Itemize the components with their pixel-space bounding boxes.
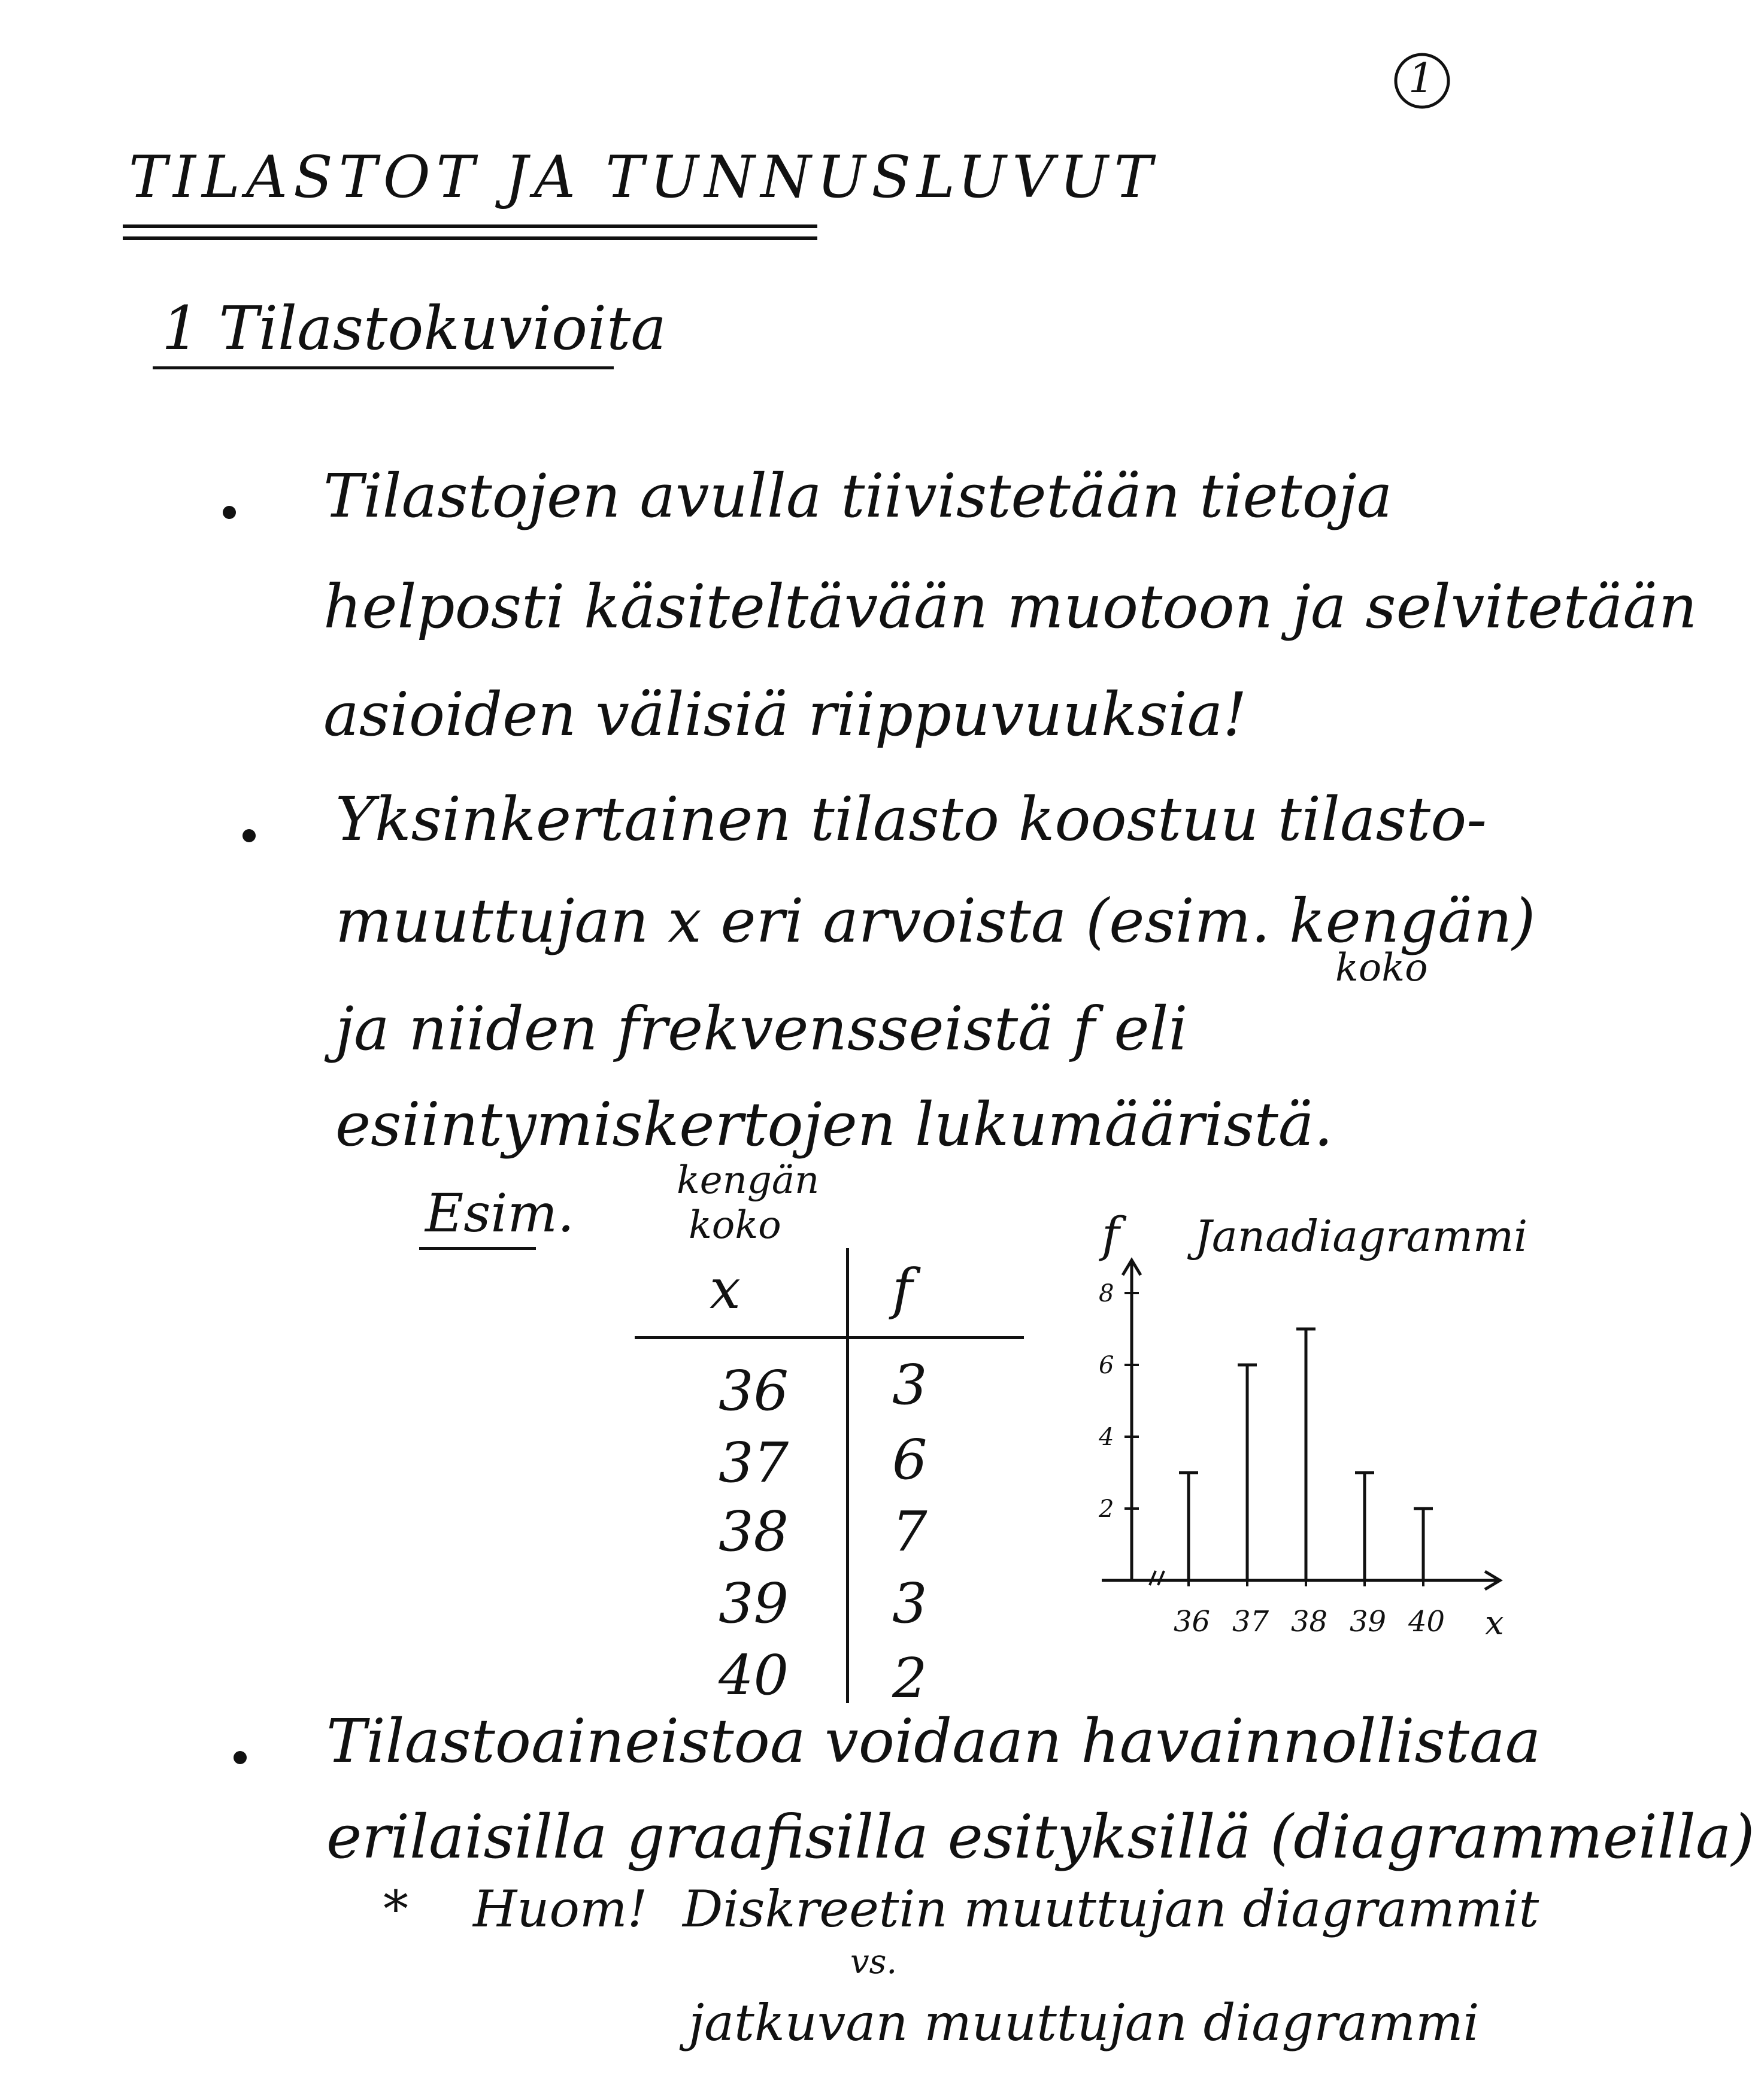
y-tick-label: 6: [1099, 1352, 1114, 1379]
y-axis-label: f: [1102, 1207, 1120, 1263]
x-tick-label: 36: [1174, 1605, 1211, 1638]
table-col-note-2: koko: [689, 1203, 781, 1248]
section-title: 1 Tilastokuvioita: [162, 293, 666, 363]
table-cell-x: 37: [719, 1431, 789, 1495]
table-header-x: x: [710, 1257, 741, 1321]
note-marker: *: [383, 1880, 408, 1938]
bullet3-line-1: Tilastoaineistoa voidaan havainnollistaa: [326, 1706, 1541, 1776]
axis-break-mark: [1158, 1571, 1164, 1585]
bullet1-line-2: helposti käsiteltävään muotoon ja selvitetään: [323, 572, 1698, 642]
table-cell-x: 40: [719, 1643, 789, 1707]
bullet1-line-3: asioiden välisiä riippuvuuksia!: [323, 679, 1247, 749]
table-cell-f: 2: [892, 1646, 927, 1710]
section-underline: [153, 366, 614, 369]
page-title: TILASTOT JA TUNNUSLUVUT: [129, 144, 1159, 211]
table-cell-x: 38: [719, 1500, 789, 1564]
line-diagram-chart: [1066, 1207, 1528, 1676]
x-tick-label: 39: [1350, 1605, 1387, 1638]
x-tick-label: 40: [1408, 1605, 1445, 1638]
axis-break-mark: [1150, 1571, 1156, 1585]
bullet2-line-4: esiintymiskertojen lukumääristä.: [335, 1090, 1333, 1160]
bullet2-line-3: ja niiden frekvensseistä f eli: [335, 994, 1188, 1064]
bullet2-line-2: muuttujan x eri arvoista (esim. kengän): [335, 886, 1536, 956]
table-header-f: f: [892, 1257, 913, 1321]
x-tick-label: 38: [1291, 1605, 1328, 1638]
bullet-2: [243, 829, 256, 842]
example-underline: [419, 1247, 536, 1250]
example-label: Esim.: [425, 1182, 574, 1244]
bullet-1: [223, 506, 236, 519]
table-header-rule: [635, 1336, 1024, 1339]
table-cell-f: 3: [892, 1353, 927, 1417]
note-vs: vs.: [850, 1943, 898, 1981]
note-huom: Huom!: [473, 1880, 648, 1938]
chart-title: Janadiagrammi: [1195, 1211, 1528, 1261]
table-column-rule: [846, 1248, 849, 1703]
table-cell-x: 36: [719, 1359, 789, 1423]
table-cell-f: 7: [892, 1500, 927, 1564]
table-cell-f: 3: [892, 1571, 927, 1635]
bullet3-line-2: erilaisilla graafisilla esityksillä (diagrammeilla): [326, 1802, 1755, 1872]
table-col-note-1: kengän: [677, 1158, 820, 1203]
note-line-1: Diskreetin muuttujan diagrammit: [683, 1880, 1539, 1938]
x-tick-label: 37: [1232, 1605, 1269, 1638]
title-underline-2: [123, 236, 817, 240]
title-underline-1: [123, 224, 817, 228]
page-number: 1: [1408, 55, 1435, 102]
note-line-2: jatkuvan muuttujan diagrammi: [689, 1993, 1480, 2052]
y-tick-label: 4: [1099, 1424, 1114, 1451]
x-axis-label: x: [1485, 1604, 1504, 1643]
bullet-3: [234, 1751, 247, 1764]
bullet1-line-1: Tilastojen avulla tiivistetään tietoja: [323, 461, 1393, 531]
table-cell-f: 6: [892, 1428, 927, 1492]
bullet2-line-1: Yksinkertainen tilasto koostuu tilasto-: [335, 784, 1487, 854]
table-cell-x: 39: [719, 1571, 789, 1635]
y-tick-label: 2: [1099, 1495, 1114, 1523]
y-tick-label: 8: [1099, 1280, 1114, 1307]
bullet2-note-koko: koko: [1335, 946, 1428, 990]
